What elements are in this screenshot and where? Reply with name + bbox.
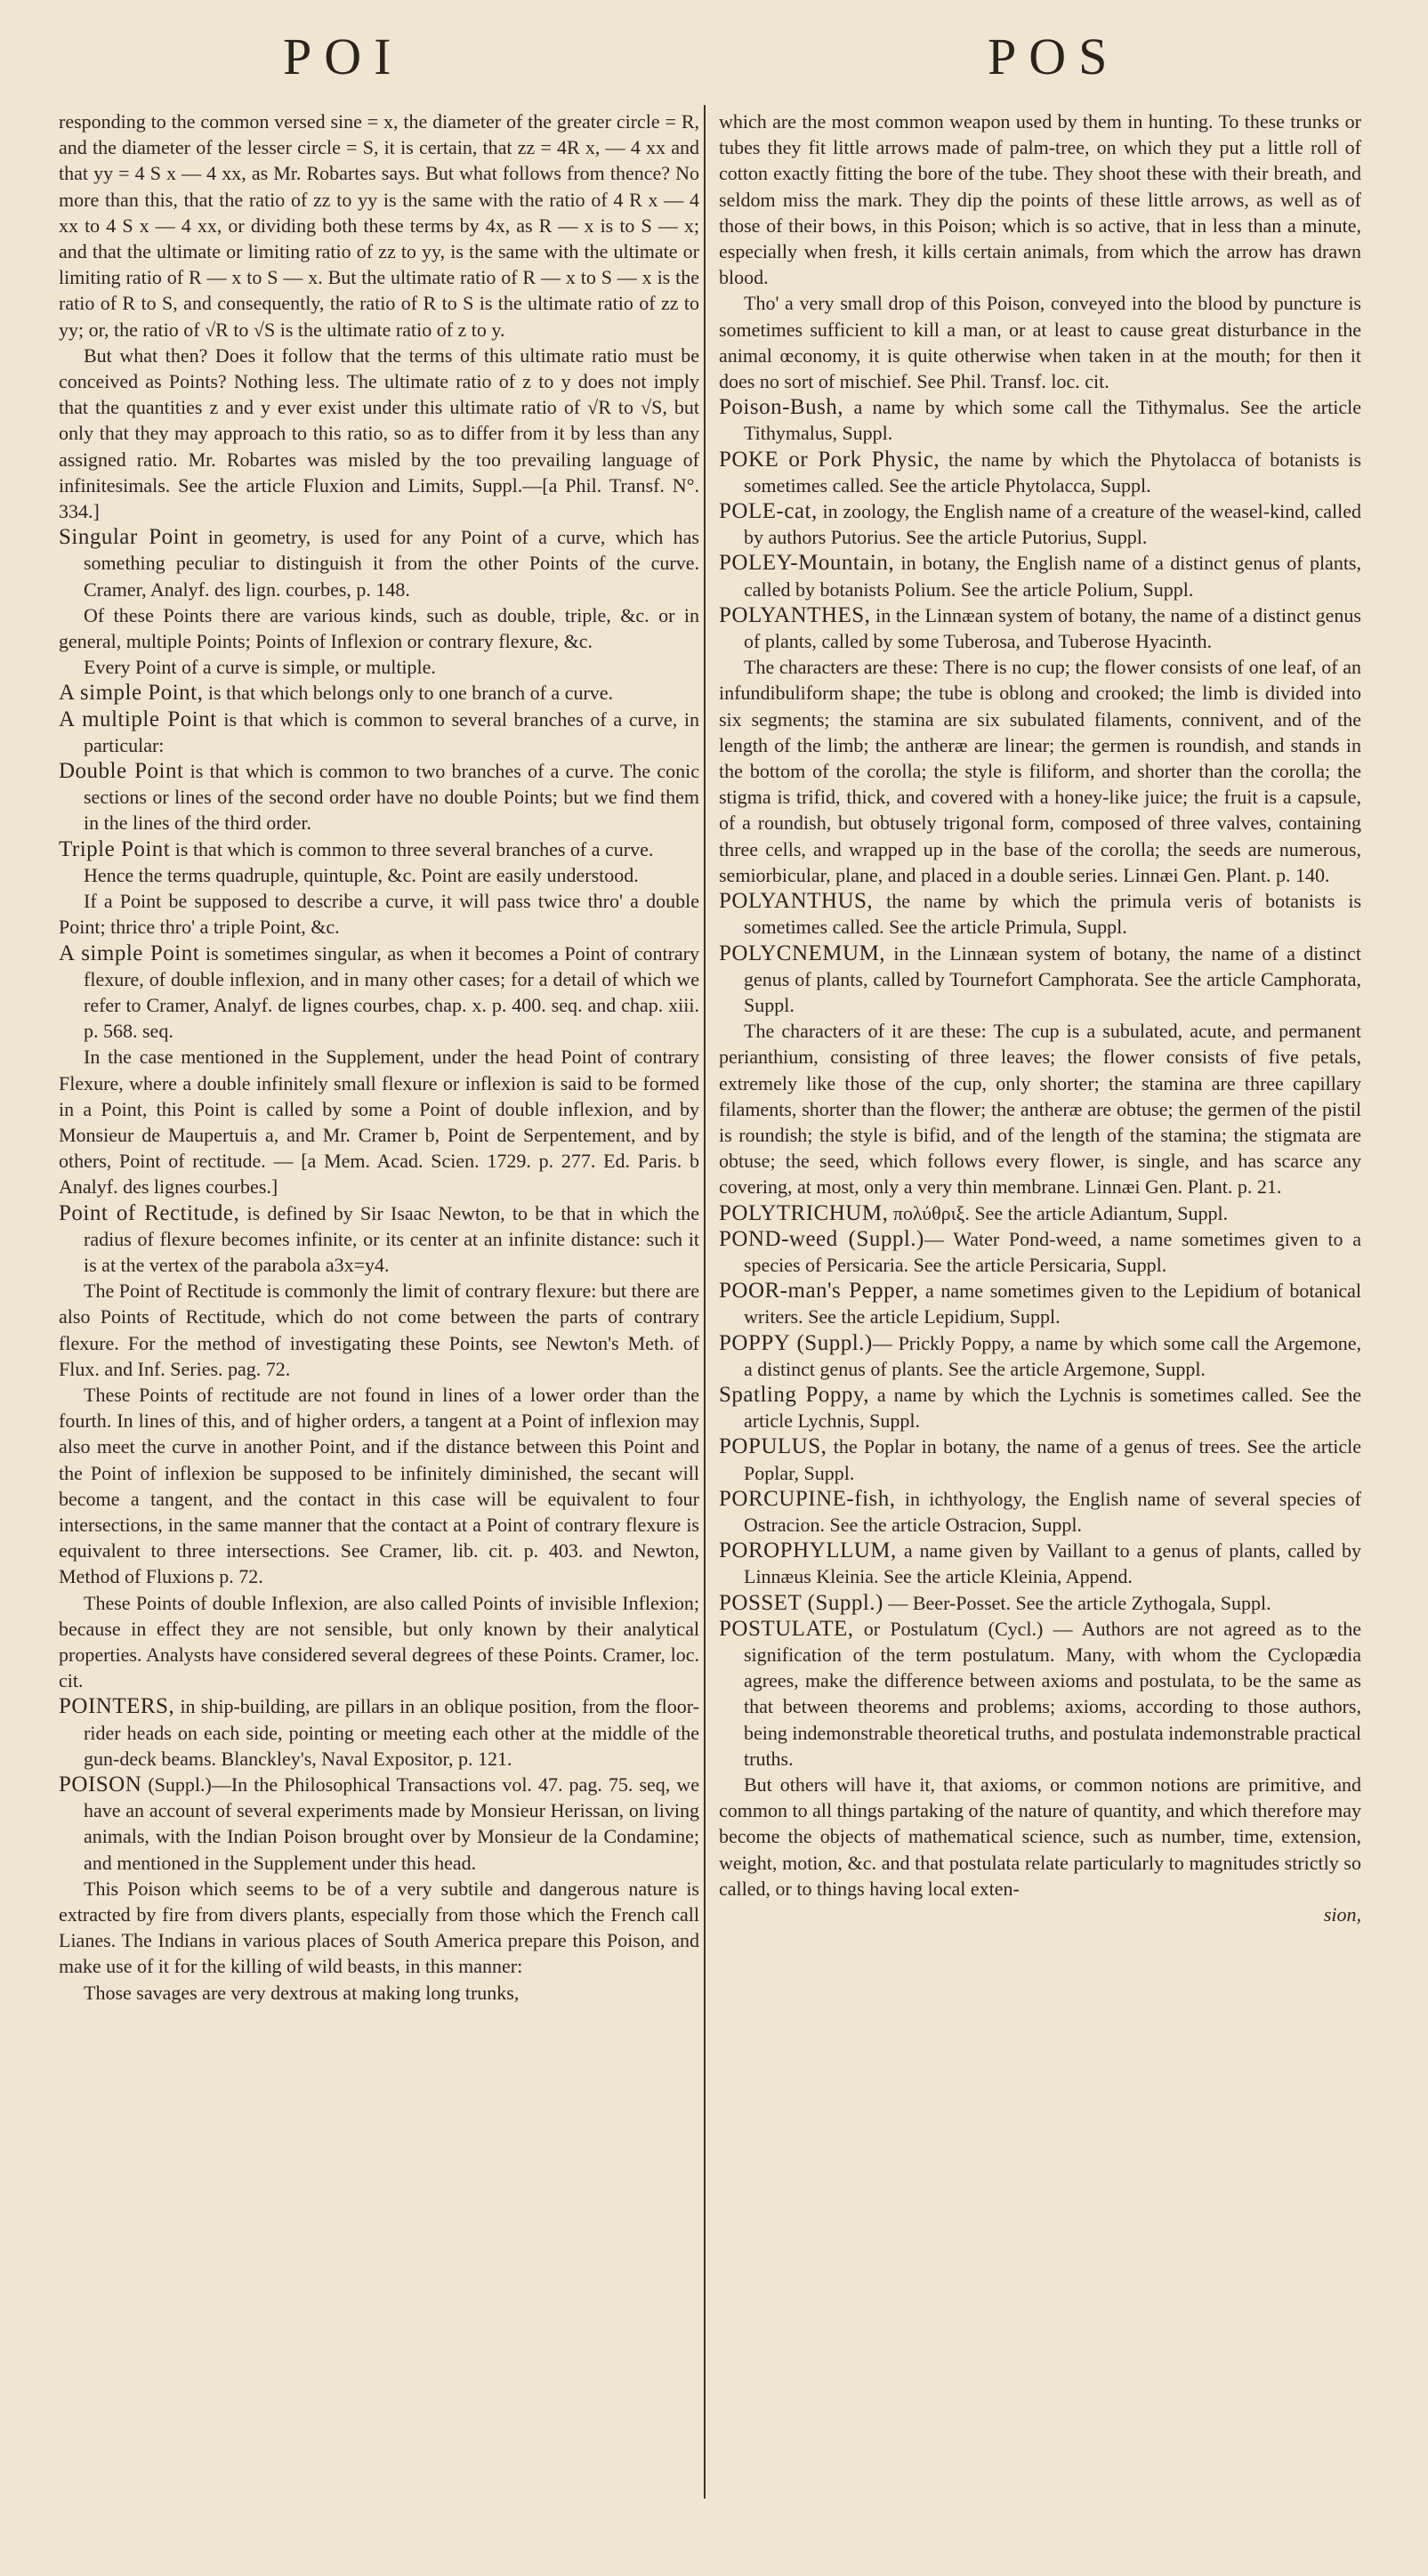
entry-headword: POLE-cat, [719,499,818,524]
entry-text: is sometimes singular, as when it becomes a Point of contrary flexure, of double inflexion, and in many other cases; for a detail of which we refer to Cramer, Analyf. de lignes courbes, chap. x. p. 400. seq. and chap. xiii. p. 568. seq. [84,941,699,1043]
column-divider [704,105,706,2499]
dictionary-entry [59,1693,699,1772]
entry-headword: POPULUS, [719,1434,827,1459]
paragraph: which are the most common weapon used by them in hunting. To these trunks or tubes they fit little arrows made of palm-tree, on which they put a little roll of cotton exactly fitting the bore of the tube. They shoot these with their breath, and seldom miss the mark. They dip the points of these little arrows, as well as of those of their bows, in this Poison; which is so active, that in less than a minute, especially when fresh, it kills certain animals, from which the arrow has drawn blood. [719,110,1361,289]
entry-headword: Spatling Poppy, [719,1382,870,1407]
paragraph: Those savages are very dextrous at making long trunks, [84,1981,520,2004]
paragraph: These Points of double Inflexion, are also called Points of invisible Inflexion; because in effect they are not sensible, but only known by their analytical properties. Analysts have considered several degrees of these Points. Cramer, loc. cit. [59,1591,699,1692]
entry-text: is that which is common to several branches of a curve, in particular: [84,707,699,756]
entry-text: is that which is common to three several branches of a curve. [170,837,654,860]
entry-headword: PORCUPINE-fish, [719,1486,896,1511]
entry-headword: A simple Point [59,941,200,965]
paragraph: This Poison which seems to be of a very subtile and dangerous nature is extracted by fire from divers plants, especially from those which the French call Lianes. The Indians in various places of South America prepare this Poison, and make use of it for the killing of wild beasts, in this manner: [59,1877,699,1978]
entry-text: a name given by Vaillant to a genus of plants, called by Linnæus Kleinia. See the article Kleinia, Append. [744,1539,1361,1588]
entry-headword: POPPY (Suppl.) [719,1330,873,1355]
dictionary-entry [59,680,699,706]
entry-text: a name by which some call the Tithymalus. See the article Tithymalus, Suppl. [744,396,1361,445]
paragraph: The Point of Rectitude is commonly the limit of contrary flexure: but there are also Points of Rectitude, which do not come between the parts of contrary flexure. For the method of investigating these Points, see Newton's Meth. of Flux. and Inf. Series. pag. 72. [59,1280,699,1380]
dictionary-entry [59,758,699,836]
paragraph: Every Point of a curve is simple, or multiple. [84,656,436,679]
entry-text: is that which is common to two branches of a curve. The conic sections or lines of the second order have no double Points; but we find them in the lines of the third order. [84,760,699,835]
entry-text: (Suppl.)—In the Philosophical Transactions vol. 47. pag. 75. seq, we have an account of several experiments made by Monsieur Herissan, on living animals, with the Indian Poison brought over by Monsieur de la Condamine; and mentioned in the Supplement under this head. [84,1773,699,1874]
dictionary-entry [719,1382,1361,1433]
running-head-right: POS [988,28,1120,85]
entry-text: in zoology, the English name of a creature of the weasel-kind, called by authors Putorius. See the article Putorius, Suppl. [744,500,1361,549]
paragraph: But what then? Does it follow that the terms of this ultimate ratio must be conceived as Points? Nothing less. The ultimate ratio of z to y does not imply that the quantities z and y ever exist under this ultimate ratio of √R to √S, but only that they may approach to this ratio, so as to differ from it by less than any assigned ratio. Mr. Robartes was misled by the too prevailing language of infinitesimals. See the article Fluxion and Limits, Suppl.—[a Phil. Transf. N°. 334.] [59,343,699,523]
dictionary-entry [719,1330,1361,1382]
dictionary-entry [719,1590,1361,1616]
entry-headword: POND-weed (Suppl.) [719,1226,924,1251]
entry-text: the name by which the Phytolacca of botanists is sometimes called. See the article Phytolacca, Suppl. [744,448,1361,497]
dictionary-entry [719,498,1361,550]
entry-text: — Prickly Poppy, a name by which some call the Argemone, a distinct genus of plants. See the article Argemone, Suppl. [744,1331,1361,1380]
paragraph: But others will have it, that axioms, or common notions are primitive, and common to all things partaking of the nature of quantity, and which therefore may become the objects of mathematical science, such as number, time, extension, weight, motion, &c. and that postulata relate particularly to magnitudes strictly so called, or to things having local exten- [719,1773,1361,1900]
entry-headword: Double Point [59,759,184,784]
dictionary-entry [719,447,1361,498]
left-column [59,109,699,2564]
entry-headword: A multiple Point [59,707,217,731]
catchword: sion, [1323,1903,1361,1926]
dictionary-entry [719,941,1361,1019]
entry-text: the name by which the primula veris of botanists is sometimes called. See the article Primula, Suppl. [744,890,1361,939]
entry-headword: POLYCNEMUM, [719,941,886,965]
right-column [719,109,1361,2564]
dictionary-entry [719,550,1361,602]
entry-text: in the Linnæan system of botany, the name of a distinct genus of plants, called by Tournefort Camphorata. See the article Camphorata, Suppl. [744,941,1361,1016]
dictionary-entry [719,1433,1361,1485]
entry-text: a name by which the Lychnis is sometimes called. See the article Lychnis, Suppl. [744,1383,1361,1433]
entry-text: in the Linnæan system of botany, the name of a distinct genus of plants, called by some Tuberosa, and Tuberose Hyacinth. [744,603,1361,653]
dictionary-entry [719,888,1361,940]
entry-text: in ichthyology, the English name of several species of Ostracion. See the article Ostracion, Suppl. [744,1487,1361,1536]
entry-headword: POINTERS, [59,1694,175,1719]
dictionary-entry [59,1772,699,1876]
dictionary-entry [719,1616,1361,1772]
dictionary-entry [59,524,699,602]
entry-headword: POROPHYLLUM, [719,1538,897,1563]
dictionary-entry [719,1486,1361,1538]
paragraph: Hence the terms quadruple, quintuple, &c. Point are easily understood. [84,863,639,886]
entry-headword: POISON [59,1773,142,1797]
entry-headword: POSSET (Suppl.) [719,1590,883,1615]
paragraph: responding to the common versed sine = x, the diameter of the greater circle = R, and the diameter of the lesser circle = S, it is certain, that zz = 4R x, — 4 xx and that yy = 4 S x — 4 xx, as Mr. Robartes says. But what follows from thence? No more than this, that the ratio of zz to yy is the same with the ratio of 4 R x — 4 xx to 4 S x — 4 xx, or dividing both these terms by 4x, as R — x is to S — x; and that the ultimate or limiting ratio of zz to yy, is the same with the ultimate or limiting ratio of R — x to S — x. But the ultimate ratio of R — x to S — x is the ratio of R to S, and consequently, the ratio of R to S is the ultimate ratio of zz to yy; or, the ratio of √R to √S is the ultimate ratio of z to y. [59,110,699,341]
entry-text: — Water Pond-weed, a name sometimes given to a species of Persicaria. See the article Persicaria, Suppl. [744,1227,1361,1276]
entry-headword: POKE or Pork Physic, [719,447,940,472]
dictionary-entry [719,1538,1361,1589]
entry-text: a name sometimes given to the Lepidium of botanical writers. See the article Lepidium, Suppl. [744,1280,1361,1328]
entry-text: πολύθριξ. See the article Adiantum, Suppl. [888,1201,1229,1224]
entry-text: the Poplar in botany, the name of a genus of trees. See the article Poplar, Suppl. [744,1435,1361,1484]
dictionary-entry [59,836,699,862]
entry-headword: A simple Point, [59,681,204,706]
paragraph: The characters of it are these: The cup is a subulated, acute, and permanent perianthium, consisting of three leaves; the flower consists of five petals, extremely like those of the cup, only shorter; the stamina are three capillary filaments, shorter than the flower; the antheræ are obtuse; the germen of the pistil is roundish; the style is bifid, and of the length of the stamina; the stigmata are obtuse; the seed, which follows every flower, is single, and has scarce any covering, at most, only a very thin membrane. Linnæi Gen. Plant. p. 21. [719,1020,1361,1199]
entry-headword: POLYTRICHUM, [719,1200,889,1225]
entry-headword: Singular Point [59,525,198,550]
entry-text: — Beer-Posset. See the article Zythogala, Suppl. [883,1591,1271,1614]
entry-headword: POLYANTHES, [719,602,871,627]
dictionary-entry [719,394,1361,446]
entry-headword: POOR-man's Pepper, [719,1279,919,1304]
entry-text: is defined by Sir Isaac Newton, to be that in which the radius of flexure becomes infinite, or its center at an infinite distance: such it is at the vertex of the parabola a3x=y4. [84,1201,699,1276]
entry-headword: POLYANTHUS, [719,889,874,914]
dictionary-entry [59,1200,699,1279]
entry-headword: Triple Point [59,836,171,861]
paragraph: Of these Points there are various kinds, such as double, triple, &c. or in general, multiple Points; Points of Inflexion or contrary flexure, &c. [59,603,699,653]
entry-headword: Poison-Bush, [719,395,844,420]
dictionary-entry [59,941,699,1045]
entry-headword: POSTULATE, [719,1616,854,1641]
paragraph: Tho' a very small drop of this Poison, conveyed into the blood by puncture is sometimes sufficient to kill a man, or at least to cause great disturbance in the animal œconomy, it is quite otherwise when taken in at the mouth; for then it does no sort of mischief. See Phil. Transf. loc. cit. [719,292,1361,393]
entry-text: or Postulatum (Cycl.) — Authors are not agreed as to the signification of the term postulatum. Many, with whom the Cyclopædia agrees, make the difference between axioms and postulata, to be the same as that between theorems and problems; axioms, according to those authors, being indemonstrable theoretical truths, and postulata indemonstrable practical truths. [744,1617,1361,1770]
dictionary-entry [719,1278,1361,1329]
paragraph: If a Point be supposed to describe a curve, it will pass twice thro' a double Point; thrice thro' a triple Point, &c. [59,890,699,939]
entry-headword: Point of Rectitude, [59,1200,240,1225]
entry-text: is that which belongs only to one branch of a curve. [203,682,614,705]
entry-headword: POLEY-Mountain, [719,551,895,576]
paragraph: In the case mentioned in the Supplement, under the head Point of contrary Flexure, where a double infinitely small flexure or inflexion is said to be formed in a Point, this Point is called by some a Point of double inflexion, and by Monsieur de Maupertuis a, and Mr. Cramer b, Point de Serpentement, and by others, Point of rectitude. — [a Mem. Acad. Scien. 1729. p. 277. Ed. Paris. b Analyf. des lignes courbes.] [59,1046,699,1199]
dictionary-entry [59,707,699,758]
entry-text: in geometry, is used for any Point of a curve, which has something peculiar to distinguish it from the other Points of the curve. Cramer, Analyf. des lign. courbes, p. 148. [84,526,699,601]
dictionary-entry [719,1226,1361,1278]
entry-text: in ship-building, are pillars in an oblique position, from the floor-rider heads on each side, pointing or meeting each other at the middle of the gun-deck beams. Blanckley's, Naval Expositor, p. 121. [84,1695,699,1770]
entry-text: in botany, the English name of a distinct genus of plants, called by botanists Polium. See the article Polium, Suppl. [744,552,1361,601]
dictionary-entry [719,1200,1361,1226]
paragraph: The characters are these: There is no cup; the flower consists of one leaf, of an infundibuliform shape; the tube is oblong and crooked; the limb is divided into six segments; the stamina are six subulated filaments, connivent, and of the length of the limb; the antheræ are linear; the germen is roundish, and stands in the bottom of the corolla; the style is filiform, and shorter than the corolla; the stigma is trifid, thick, and covered with a honey-like juice; the fruit is a capsule, of a roundish, but obtusely trigonal form, composed of three valves, containing three cells, and wrapped up in the base of the corolla; the seeds are numerous, semiorbicular, plane, and placed in a double series. Linnæi Gen. Plant. p. 140. [719,656,1361,886]
running-head-left: POI [283,28,404,85]
paragraph: These Points of rectitude are not found in lines of a lower order than the fourth. In lines of this, and of higher orders, a tangent at a Point of inflexion may also meet the curve in another Point, and if the distance between this Point and the Point of inflexion be supposed to be infinitely diminished, the secant will become a tangent, and the contact in this case will be equivalent to four intersections, in the same manner that the contact at a Point of contrary flexure is equivalent to three intersections. See Cramer, lib. cit. p. 403. and Newton, Method of Fluxions p. 72. [59,1383,699,1588]
dictionary-entry [719,602,1361,654]
